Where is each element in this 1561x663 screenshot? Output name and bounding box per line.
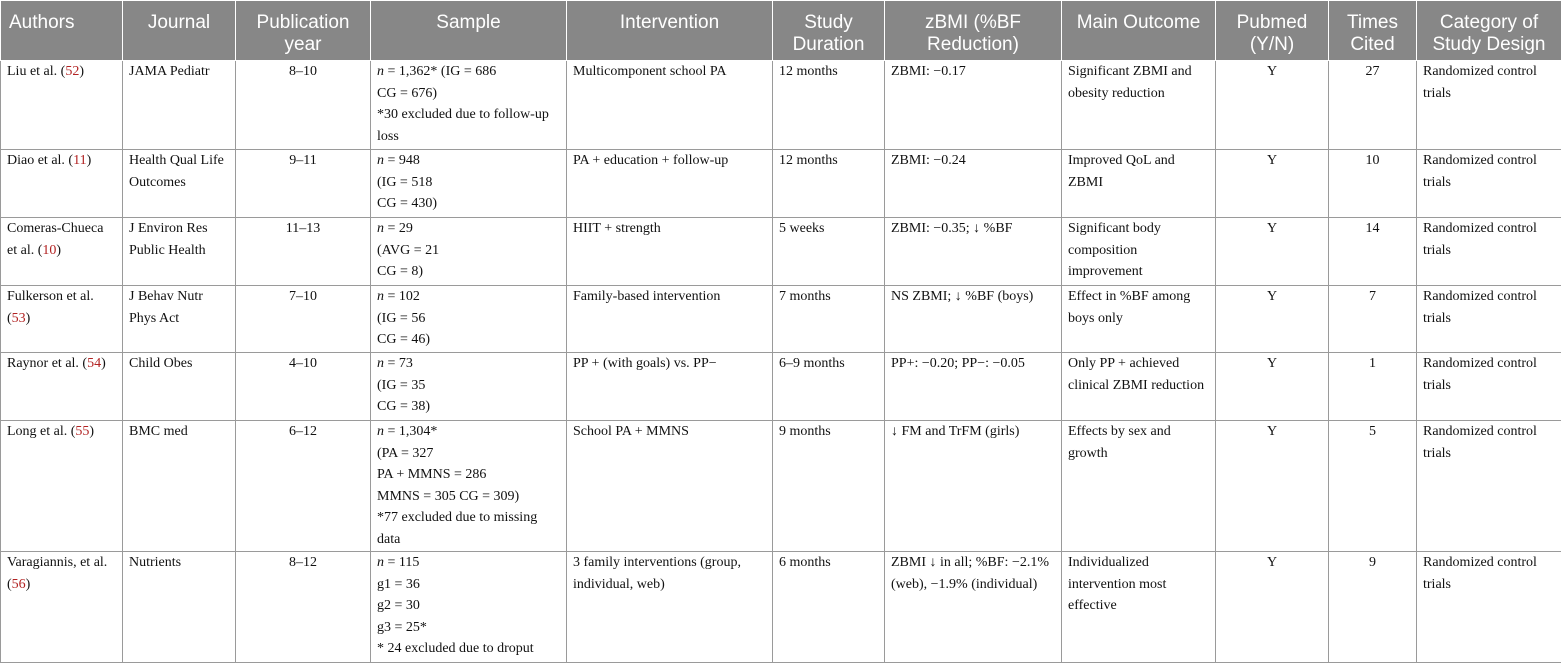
sample-n-line: n = 102 — [377, 289, 420, 304]
author-suffix: ) — [56, 242, 62, 258]
reference-link[interactable]: 55 — [75, 424, 90, 439]
sample-cell — [371, 150, 567, 218]
zbmi-cell: ZBMI: −0.24 — [885, 150, 1062, 218]
outcome-cell: Only PP + achieved clinical ZBMI reduction — [1062, 353, 1216, 421]
sample-line: g1 = 36 — [377, 576, 420, 592]
n-label: n — [377, 64, 384, 79]
author-cell — [1, 286, 123, 353]
outcome-cell: Effects by sex and growth — [1062, 421, 1216, 552]
reference-link[interactable]: 53 — [11, 310, 26, 326]
times-cited-cell: 5 — [1329, 421, 1417, 552]
sample-line: (IG = 56 — [377, 310, 426, 326]
zbmi-cell: ZBMI: −0.17 — [885, 61, 1062, 150]
sample-cell — [371, 353, 567, 421]
sample-n-line: n = 1,304* — [377, 424, 438, 439]
sample-line: MMNS = 305 CG = 309) — [377, 488, 520, 504]
author-cell — [1, 353, 123, 421]
table-body — [1, 61, 1561, 663]
author-suffix: ) — [86, 153, 92, 168]
study-design-cell: Randomized control trials — [1417, 552, 1561, 663]
sample-line: CG = 46) — [377, 332, 431, 347]
author-name: Diao et al. ( — [7, 153, 74, 168]
pubmed-cell: Y — [1216, 353, 1329, 421]
n-label: n — [377, 153, 384, 168]
study-design-cell: Randomized control trials — [1417, 421, 1561, 552]
zbmi-cell: NS ZBMI; ↓ %BF (boys) — [885, 286, 1062, 353]
study-design-cell: Randomized control trials — [1417, 61, 1561, 150]
author-cell — [1, 421, 123, 552]
zbmi-cell: PP+: −0.20; PP−: −0.05 — [885, 353, 1062, 421]
duration-cell: 6–9 months — [773, 353, 885, 421]
sample-n-value: 29 — [398, 221, 413, 236]
sample-line: CG = 38) — [377, 399, 431, 414]
author-cell — [1, 150, 123, 218]
table-row — [1, 61, 1561, 150]
n-label: n — [377, 356, 384, 371]
sample-n-line: n = 948 — [377, 153, 420, 168]
author-name: Raynor et al. ( — [7, 356, 88, 371]
times-cited-cell: 9 — [1329, 552, 1417, 663]
year-cell: 8–12 — [236, 552, 371, 663]
outcome-cell: Improved QoL and ZBMI — [1062, 150, 1216, 218]
journal-cell: JAMA Pediatr — [123, 61, 236, 150]
journal-cell: BMC med — [123, 421, 236, 552]
reference-link[interactable]: 56 — [11, 576, 26, 592]
year-cell: 4–10 — [236, 353, 371, 421]
author-cell — [1, 61, 123, 150]
sample-n-value: 1,362* (IG = 686 — [398, 64, 497, 79]
table-header — [1, 1, 1561, 61]
times-cited-cell: 7 — [1329, 286, 1417, 353]
duration-cell: 12 months — [773, 61, 885, 150]
intervention-cell: School PA + MMNS — [567, 421, 773, 552]
sample-n-line: n = 1,362* (IG = 686 — [377, 64, 497, 79]
zbmi-cell: ZBMI: −0.35; ↓ %BF — [885, 218, 1062, 286]
sample-n-value: 948 — [398, 153, 420, 168]
journal-cell: Health Qual Life Outcomes — [123, 150, 236, 218]
sample-n-value: 73 — [398, 356, 413, 371]
pubmed-cell: Y — [1216, 421, 1329, 552]
sample-cell — [371, 286, 567, 353]
sample-n-line: n = 29 — [377, 221, 413, 236]
journal-cell: J Environ Res Public Health — [123, 218, 236, 286]
header-study-design: Category of Study Design — [1417, 1, 1561, 61]
header-publication-year: Publication year — [236, 1, 371, 61]
sample-cell — [371, 421, 567, 552]
reference-link[interactable]: 11 — [73, 153, 87, 168]
study-design-cell: Randomized control trials — [1417, 218, 1561, 286]
intervention-cell: Family-based intervention — [567, 286, 773, 353]
author-name: Long et al. ( — [7, 424, 76, 439]
zbmi-cell: ↓ FM and TrFM (girls) — [885, 421, 1062, 552]
sample-line: CG = 8) — [377, 264, 424, 279]
sample-line: g3 = 25* — [377, 619, 427, 635]
header-zbmi: zBMI (%BF Reduction) — [885, 1, 1062, 61]
sample-line: *77 excluded due to missing data — [377, 510, 538, 547]
author-suffix: ) — [25, 310, 31, 326]
study-design-cell: Randomized control trials — [1417, 353, 1561, 421]
author-name: Fulkerson et al. ( — [7, 289, 94, 326]
pubmed-cell: Y — [1216, 61, 1329, 150]
author-cell — [1, 552, 123, 663]
header-authors: Authors — [1, 1, 123, 61]
n-label: n — [377, 289, 384, 304]
sample-line: (IG = 35 — [377, 377, 426, 393]
header-sample: Sample — [371, 1, 567, 61]
intervention-cell: Multicomponent school PA — [567, 61, 773, 150]
pubmed-cell: Y — [1216, 552, 1329, 663]
header-main-outcome: Main Outcome — [1062, 1, 1216, 61]
author-name: Comeras-Chueca et al. ( — [7, 221, 104, 258]
sample-line: CG = 430) — [377, 196, 438, 211]
sample-line: PA + MMNS = 286 — [377, 467, 487, 482]
sample-line: (PA = 327 — [377, 445, 434, 461]
author-cell — [1, 218, 123, 286]
study-design-cell: Randomized control trials — [1417, 150, 1561, 218]
year-cell: 8–10 — [236, 61, 371, 150]
n-label: n — [377, 424, 384, 439]
sample-line: *30 excluded due to follow-up loss — [377, 107, 549, 144]
sample-n-value: 102 — [398, 289, 420, 304]
sample-n-value: 115 — [398, 555, 420, 570]
n-label: n — [377, 555, 384, 570]
author-suffix: ) — [25, 576, 31, 592]
reference-link[interactable]: 10 — [42, 242, 57, 258]
header-study-duration: Study Duration — [773, 1, 885, 61]
study-design-cell: Randomized control trials — [1417, 286, 1561, 353]
sample-line: * 24 excluded due to droput — [377, 641, 534, 656]
duration-cell: 12 months — [773, 150, 885, 218]
reference-link[interactable]: 54 — [87, 356, 102, 371]
outcome-cell: Effect in %BF among boys only — [1062, 286, 1216, 353]
journal-cell: J Behav Nutr Phys Act — [123, 286, 236, 353]
reference-link[interactable]: 52 — [65, 64, 80, 79]
duration-cell: 9 months — [773, 421, 885, 552]
author-suffix: ) — [89, 424, 95, 439]
duration-cell: 5 weeks — [773, 218, 885, 286]
sample-line: CG = 676) — [377, 85, 438, 101]
year-cell: 9–11 — [236, 150, 371, 218]
table-row — [1, 353, 1561, 421]
table-row — [1, 286, 1561, 353]
times-cited-cell: 27 — [1329, 61, 1417, 150]
table-row — [1, 552, 1561, 663]
times-cited-cell: 1 — [1329, 353, 1417, 421]
author-name: Liu et al. ( — [7, 64, 66, 79]
duration-cell: 7 months — [773, 286, 885, 353]
journal-cell: Nutrients — [123, 552, 236, 663]
intervention-cell: PA + education + follow-up — [567, 150, 773, 218]
outcome-cell: Individualized intervention most effective — [1062, 552, 1216, 663]
duration-cell: 6 months — [773, 552, 885, 663]
header-pubmed: Pubmed (Y/N) — [1216, 1, 1329, 61]
sample-cell — [371, 61, 567, 150]
zbmi-cell: ZBMI ↓ in all; %BF: −2.1% (web), −1.9% (individual) — [885, 552, 1062, 663]
intervention-cell: PP + (with goals) vs. PP− — [567, 353, 773, 421]
table-row — [1, 218, 1561, 286]
outcome-cell: Significant ZBMI and obesity reduction — [1062, 61, 1216, 150]
year-cell: 6–12 — [236, 421, 371, 552]
author-name: Varagiannis, et al. ( — [7, 555, 108, 592]
times-cited-cell: 14 — [1329, 218, 1417, 286]
year-cell: 11–13 — [236, 218, 371, 286]
pubmed-cell: Y — [1216, 218, 1329, 286]
n-label: n — [377, 221, 384, 236]
sample-line: (IG = 518 — [377, 174, 433, 190]
table-row — [1, 421, 1561, 552]
sample-cell — [371, 552, 567, 663]
header-journal: Journal — [123, 1, 236, 61]
intervention-cell: HIIT + strength — [567, 218, 773, 286]
sample-line: (AVG = 21 — [377, 242, 440, 258]
sample-n-value: 1,304* — [398, 424, 438, 439]
year-cell: 7–10 — [236, 286, 371, 353]
author-suffix: ) — [101, 356, 106, 371]
pubmed-cell: Y — [1216, 286, 1329, 353]
sample-line: g2 = 30 — [377, 598, 420, 613]
table-row — [1, 150, 1561, 218]
header-intervention: Intervention — [567, 1, 773, 61]
sample-n-line: n = 73 — [377, 356, 413, 371]
author-suffix: ) — [79, 64, 84, 79]
pubmed-cell: Y — [1216, 150, 1329, 218]
journal-cell: Child Obes — [123, 353, 236, 421]
sample-n-line: n = 115 — [377, 555, 420, 570]
sample-cell — [371, 218, 567, 286]
times-cited-cell: 10 — [1329, 150, 1417, 218]
header-times-cited: Times Cited — [1329, 1, 1417, 61]
intervention-cell: 3 family interventions (group, individual, web) — [567, 552, 773, 663]
outcome-cell: Significant body composition improvement — [1062, 218, 1216, 286]
